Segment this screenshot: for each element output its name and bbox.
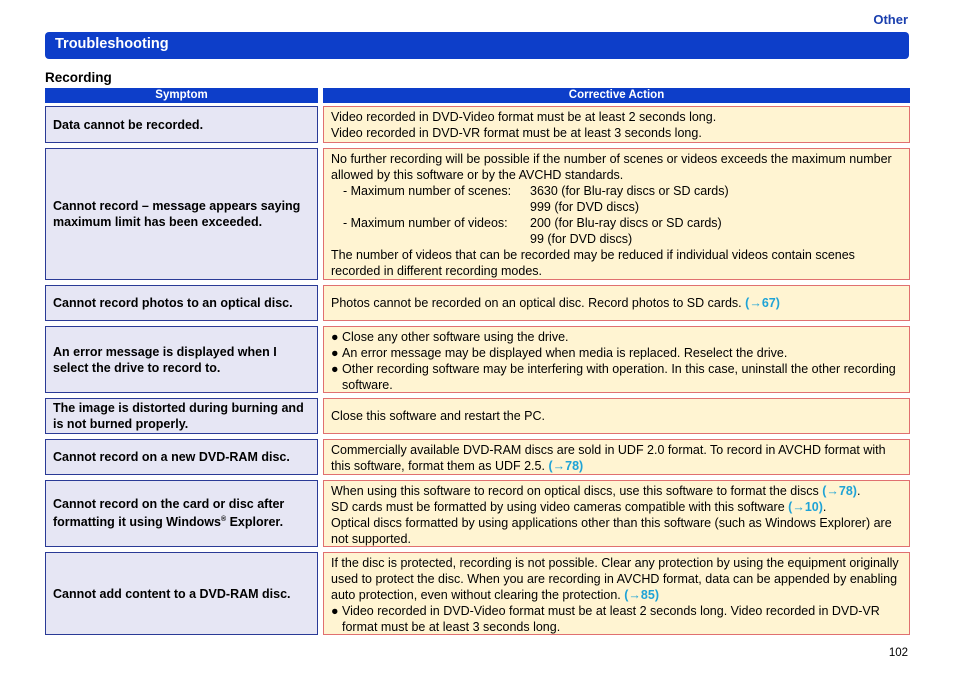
- list-item: [331, 603, 902, 635]
- action-cell: [323, 552, 910, 635]
- scenes-limit: [331, 183, 902, 199]
- videos-limit-label: - Maximum number of videos:: [343, 216, 508, 230]
- symptom-text: Cannot record on a new DVD-RAM disc.: [53, 450, 290, 464]
- action-column-header: Corrective Action: [323, 88, 910, 103]
- videos-limit: [331, 215, 902, 231]
- table-row: [45, 148, 910, 280]
- action-text: When using this software to record on optical discs, use this software to format the discs: [331, 484, 819, 498]
- symptom-text: Data cannot be recorded.: [53, 117, 204, 132]
- bullet-text: Video recorded in DVD-Video format must be at least 2 seconds long. Video recorded in DVD-VR format must be at least 3 seconds long.: [342, 604, 880, 634]
- table-row: [45, 106, 910, 143]
- action-text: Commercially available DVD-RAM discs are sold in UDF 2.0 format. To record in AVCHD format with this software, format them as UDF 2.5.: [331, 443, 886, 473]
- action-text: Optical discs formatted by using applications other than this software (such as Windows Explorer) are not supported.: [331, 516, 892, 546]
- bullet-icon: ●: [331, 604, 339, 618]
- table-row: [45, 398, 910, 434]
- registered-mark: ®: [220, 516, 227, 524]
- table-row: [45, 326, 910, 393]
- symptom-cell: [45, 552, 318, 635]
- symptom-cell: [45, 480, 318, 547]
- action-text: Close this software and restart the PC.: [331, 409, 545, 423]
- action-cell: [323, 285, 910, 321]
- sub-heading: Recording: [45, 70, 112, 85]
- action-cell: [323, 439, 910, 475]
- action-text: SD cards must be formatted by using video cameras compatible with this software: [331, 500, 785, 514]
- scenes-limit-value: 3630 (for Blu-ray discs or SD cards): [530, 184, 729, 198]
- bullet-icon: ●: [331, 346, 339, 360]
- page-reference-link[interactable]: (→85): [624, 588, 659, 602]
- videos-limit-value: 200 (for Blu-ray discs or SD cards): [530, 216, 722, 230]
- symptom-column-header: Symptom: [45, 88, 318, 103]
- action-cell: [323, 148, 910, 280]
- table-row: [45, 439, 910, 475]
- videos-limit-value: 99 (for DVD discs): [530, 232, 633, 246]
- bullet-text: Close any other software using the drive.: [342, 330, 569, 344]
- table-row: [45, 480, 910, 547]
- scenes-limit-label: - Maximum number of scenes:: [343, 184, 512, 198]
- symptom-cell: [45, 148, 318, 280]
- symptom-text: Cannot record photos to an optical disc.: [53, 296, 293, 310]
- page-reference-link[interactable]: (→78): [548, 459, 584, 473]
- symptom-cell: [45, 398, 318, 434]
- symptom-cell: [45, 439, 318, 475]
- list-item: [331, 361, 902, 393]
- action-cell: [323, 398, 910, 434]
- action-cell: When using this software to record on optical discs, use this software to format the discs (→78). SD cards must be formatted by using video cameras compatible with this software (→10). Optical discs formatted by using applications other than this software (such as Windows Explorer) are not supported.: [323, 480, 910, 547]
- list-item: [331, 329, 902, 345]
- action-cell: [323, 326, 910, 393]
- page-reference-link[interactable]: (→78): [822, 484, 857, 498]
- symptom-cell: [45, 285, 318, 321]
- table-row: [45, 285, 910, 321]
- page-reference-link[interactable]: (→10): [788, 500, 823, 514]
- table-row: [45, 552, 910, 635]
- bullet-icon: ●: [331, 330, 339, 344]
- action-line: Video recorded in DVD-VR format must be at least 3 seconds long.: [331, 126, 702, 140]
- action-text: If the disc is protected, recording is not possible. Clear any protection by using the equipment originally used to protect the disc. When you are recording in AVCHD format, data can be appended by enabling auto protection, even without clearing the protection.: [331, 556, 899, 602]
- page-title: Troubleshooting: [45, 32, 909, 59]
- page-reference-link[interactable]: (→67): [745, 296, 780, 310]
- symptom-text: An error message is displayed when I select the drive to record to.: [53, 344, 277, 375]
- list-item: [331, 345, 902, 361]
- scenes-limit-value: 999 (for DVD discs): [530, 200, 640, 214]
- action-outro: The number of videos that can be recorded may be reduced if individual videos contain scenes recorded in different recording modes.: [331, 248, 855, 278]
- symptom-text: Cannot record – message appears saying maximum limit has been exceeded.: [53, 199, 301, 229]
- bullet-text: An error message may be displayed when media is replaced. Reselect the drive.: [342, 346, 788, 360]
- bullet-text: Other recording software may be interfering with operation. In this case, uninstall the other recording software.: [342, 362, 896, 392]
- action-text: Photos cannot be recorded on an optical disc. Record photos to SD cards.: [331, 296, 742, 310]
- symptom-text: Cannot record on the card or disc after formatting it using Windows® Explorer.: [53, 497, 285, 530]
- bullet-icon: ●: [331, 362, 339, 376]
- symptom-text: Cannot add content to a DVD-RAM disc.: [53, 586, 291, 601]
- action-intro: No further recording will be possible if the number of scenes or videos exceeds the maximum number allowed by this software or by the AVCHD standards.: [331, 152, 892, 182]
- section-label: Other: [873, 12, 908, 27]
- symptom-text: The image is distorted during burning and is not burned properly.: [53, 401, 304, 431]
- page-number: 102: [888, 647, 908, 659]
- symptom-cell: [45, 106, 318, 143]
- action-cell: [323, 106, 910, 143]
- action-line: Video recorded in DVD-Video format must be at least 2 seconds long.: [331, 110, 717, 124]
- symptom-cell: [45, 326, 318, 393]
